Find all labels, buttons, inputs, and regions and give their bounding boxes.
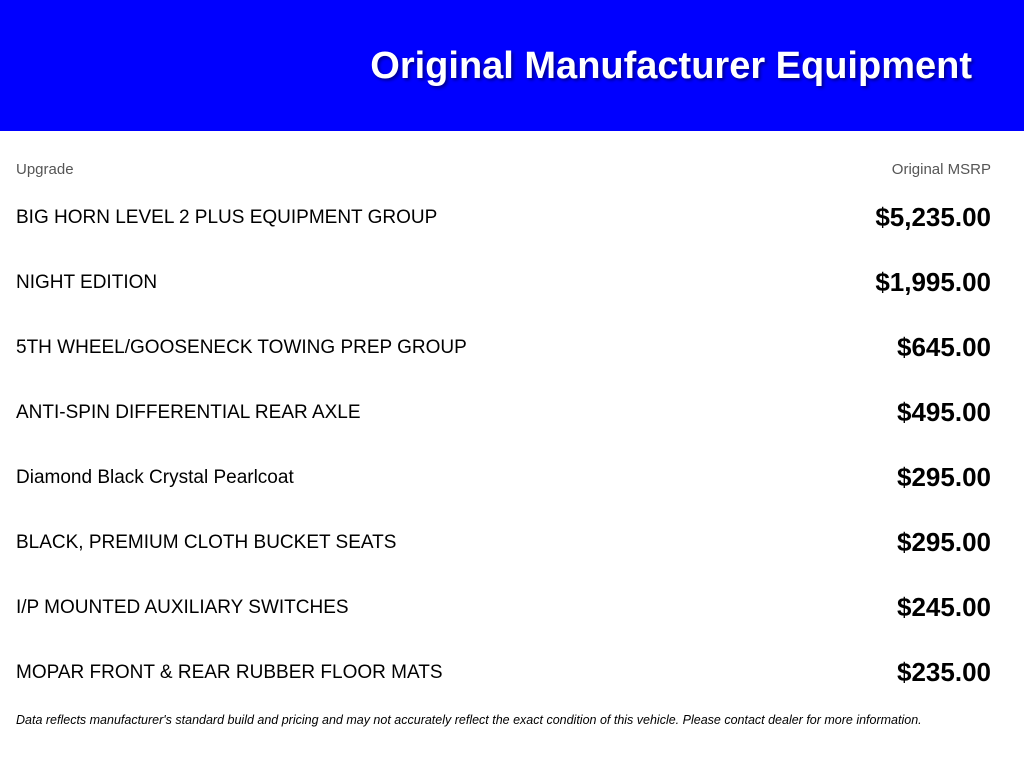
item-name: MOPAR FRONT & REAR RUBBER FLOOR MATS: [16, 662, 443, 683]
item-price: $5,235.00: [875, 202, 991, 232]
column-header-upgrade: Upgrade: [16, 161, 74, 178]
item-price: $295.00: [897, 462, 991, 492]
item-name: NIGHT EDITION: [16, 272, 158, 293]
disclaimer-text: Data reflects manufacturer's standard build and pricing and may not accurately reflect the exact condition of this vehicle. Please contact dealer for more information.: [16, 713, 922, 727]
item-price: $645.00: [897, 332, 991, 362]
list-item: [16, 575, 991, 640]
list-item: [16, 640, 991, 705]
list-item: [16, 250, 991, 315]
item-price: $245.00: [897, 592, 991, 622]
header-banner: [0, 0, 1024, 131]
equipment-list: [16, 185, 991, 705]
item-price: $1,995.00: [875, 267, 991, 297]
list-item: [16, 445, 991, 510]
column-header-msrp: Original MSRP: [891, 161, 991, 178]
item-name: Diamond Black Crystal Pearlcoat: [16, 467, 294, 488]
item-name: BLACK, PREMIUM CLOTH BUCKET SEATS: [16, 532, 397, 553]
list-item: [16, 185, 991, 250]
item-name: I/P MOUNTED AUXILIARY SWITCHES: [16, 597, 349, 618]
list-item: [16, 380, 991, 445]
item-name: ANTI-SPIN DIFFERENTIAL REAR AXLE: [16, 402, 361, 423]
list-item: [16, 510, 991, 575]
list-item: [16, 315, 991, 380]
item-price: $495.00: [897, 397, 991, 427]
item-name: 5TH WHEEL/GOOSENECK TOWING PREP GROUP: [16, 337, 467, 358]
item-price: $295.00: [897, 527, 991, 557]
page-title: Original Manufacturer Equipment: [370, 45, 972, 87]
item-price: $235.00: [897, 657, 991, 687]
item-name: BIG HORN LEVEL 2 PLUS EQUIPMENT GROUP: [16, 207, 438, 228]
